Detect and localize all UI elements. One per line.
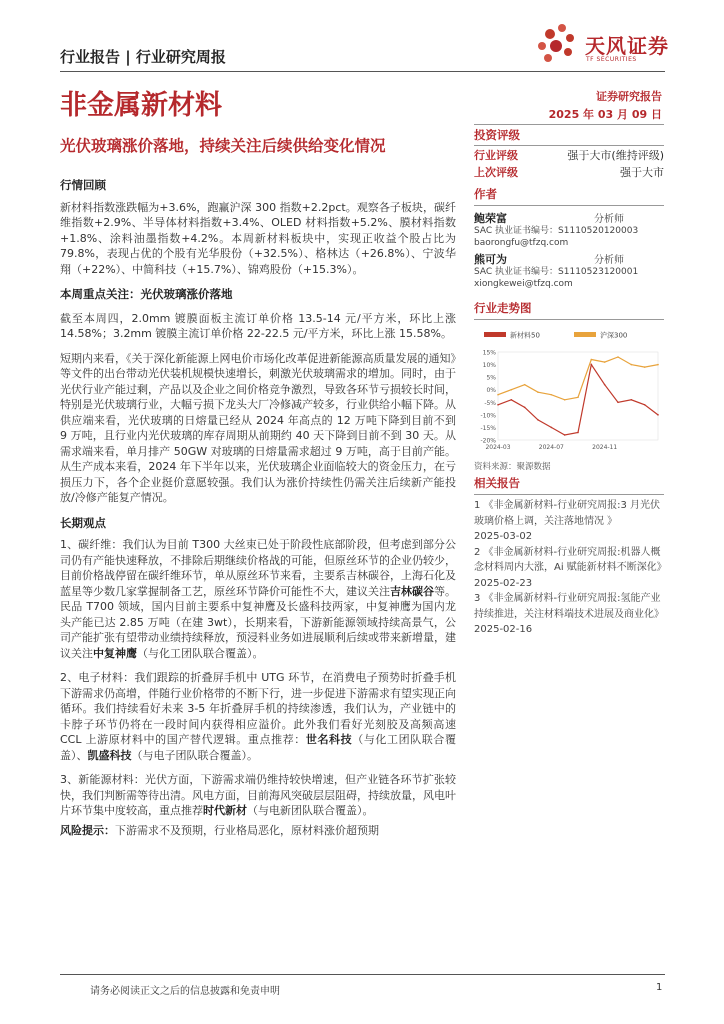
data-point <box>604 384 606 386</box>
related-date: 2025-02-23 <box>474 577 533 589</box>
related-item[interactable] <box>474 591 664 638</box>
logo-mark-icon <box>532 18 582 66</box>
data-point <box>564 399 566 401</box>
legend-swatch <box>574 332 596 337</box>
view-paragraph <box>60 670 456 763</box>
text-run: 1、碳纤维：我们认为目前 T300 大丝束已处于阶段性底部阶段，但考虑到部分公司仍有产能快速释放，不排除后期继续价格战的可能，但原丝环节的企业仍较少，目前价格战停留在碳纤维环节，单从原丝环节来看，主要系吉林碳谷，上海石化及蓝星等少数几家掌握制备工艺，原丝环节降价可能性不大，建议关注 <box>60 538 456 598</box>
series-line <box>498 365 658 435</box>
stock-highlight: 凯盛科技 <box>87 748 132 762</box>
rating-key: 行业评级 <box>474 149 518 162</box>
author-name: 鲍荣富 <box>474 212 507 225</box>
series-line <box>498 357 658 400</box>
author-name: 熊可为 <box>474 253 507 266</box>
report-type: 行业报告 | 行业研究周报 <box>60 48 226 66</box>
related-title: 相关报告 <box>474 476 520 490</box>
y-tick-label: 0% <box>486 387 496 395</box>
data-point <box>577 396 579 398</box>
view-paragraph <box>60 772 456 819</box>
report-meta <box>549 88 662 124</box>
chart-source: 资料来源：聚源数据 <box>474 462 551 472</box>
data-point <box>644 366 646 368</box>
logo-text-en: TF SECURITIES <box>586 56 637 63</box>
legend-label: 沪深300 <box>600 331 628 340</box>
rule <box>474 124 664 125</box>
y-tick-label: -20% <box>480 437 496 445</box>
data-point <box>497 404 499 406</box>
body-column <box>60 178 456 838</box>
report-date: 2025 年 03 月 09 日 <box>548 108 662 121</box>
y-tick-label: 5% <box>486 374 496 382</box>
author-row <box>474 251 624 267</box>
review-paragraph: 新材料指数涨跌幅为+3.6%，跑赢沪深 300 指数+2.2pct。观察各子板块，碳纤维指数+2.9%、半导体材料指数+3.4%、OLED 材料指数+5.2%、膜材料指数+1.8%、涂料油墨指数+4.2%。本周新材料板块中，实现正收益个股占比为 79.8%，表现占优的个股有光华股份（+32.5%）、格林达（+26.8%）、宁波华翔（+22%）、中简科技（+15.7%）、锦鸡股份（+15.3%）。 <box>60 200 456 276</box>
data-point <box>551 394 553 396</box>
data-point <box>631 364 633 366</box>
view-paragraph <box>60 537 456 661</box>
rule <box>474 319 664 320</box>
authors-title: 作者 <box>474 187 497 201</box>
y-tick-label: 10% <box>482 362 496 370</box>
x-tick-label: 2024-07 <box>538 444 564 451</box>
stock-highlight: 吉林碳谷 <box>390 584 434 598</box>
y-tick-label: -15% <box>480 424 496 432</box>
data-point <box>591 359 593 361</box>
risk-paragraph <box>60 823 456 839</box>
related-text[interactable]: 2 《非金属新材料-行业研究周报:机器人概念材料周内大涨，Ai 赋能新材料不断深化》 <box>474 546 667 573</box>
data-point <box>537 391 539 393</box>
data-point <box>644 404 646 406</box>
trend-title: 行业走势图 <box>474 301 532 315</box>
text-run: 2、电子材料：我们跟踪的折叠屏手机中 UTG 环节，在消费电子预势时折叠手机下游需求仍高增，伴随行业价格带的不断下行，进一步促进下游需求有望实现正向循环。我们持续看好未来 3-5 年折叠屏手机的持续渗透，我们认为，产业链中的卡脖子环节仍将在一段时间内获得相应溢价。此外我们看好光刻胶及高频高速 CCL 上游原材料中的国产替代逻辑。重点推荐： <box>60 671 456 746</box>
authors-block <box>474 186 664 290</box>
stock-highlight: 世名科技 <box>305 733 353 746</box>
footer-divider <box>60 974 665 975</box>
stock-highlight: 中复神鹰 <box>93 646 137 660</box>
data-point <box>524 407 526 409</box>
data-point <box>497 394 499 396</box>
legend-label: 新材料50 <box>510 331 540 340</box>
rating-value: 强于大市(维持评级) <box>567 149 664 162</box>
author-role: 分析师 <box>594 214 624 225</box>
related-text[interactable]: 1 《非金属新材料-行业研究周报:3 月光伏玻璃价格上调，关注落地情况 》 <box>474 500 661 527</box>
rating-block <box>474 124 664 181</box>
author-email[interactable]: xiongkewei@tfzq.com <box>474 278 573 289</box>
header-divider <box>60 71 665 72</box>
rating-row <box>474 147 664 164</box>
text-run: 3、新能源材料：光伏方面，下游需求端仍维持较快增速，但产业链各环节扩张较快，我们判断需等待出清。风电方面，目前海风突破层层阻碍，持续放量，风电叶片环节集中度较高，重点推荐 <box>60 773 456 817</box>
logo-text: 天风证券 <box>585 34 669 58</box>
data-point <box>604 361 606 363</box>
data-point <box>511 399 513 401</box>
data-point <box>657 364 659 366</box>
trend-chart <box>474 324 664 454</box>
data-point <box>551 427 553 429</box>
author-email[interactable]: baorongfu@tfzq.com <box>474 237 569 248</box>
author-cert: SAC 执业证书编号：S1110523120001 <box>474 267 639 277</box>
legend-swatch <box>484 332 506 337</box>
text-run: （与化工团队联合覆盖）。 <box>137 646 264 660</box>
rule <box>474 494 664 495</box>
stock-highlight: 时代新材 <box>203 804 247 817</box>
trend-block <box>474 300 664 472</box>
focus-paragraph: 截至本周四，2.0mm 镀膜面板主流订单价格 13.5-14 元/平方米，环比上涨14.58%；3.2mm 镀膜主流订单价格 22-22.5 元/平方米，环比上涨 15.58%。 <box>60 311 456 340</box>
related-date: 2025-02-16 <box>474 624 533 635</box>
author-row <box>474 210 624 226</box>
data-point <box>511 389 513 391</box>
data-point <box>564 434 566 436</box>
report-label: 证券研究报告 <box>596 90 662 103</box>
data-point <box>617 401 619 403</box>
section-heading: 长期观点 <box>60 515 106 530</box>
x-tick-label: 2024-11 <box>592 444 618 451</box>
related-date: 2025-03-02 <box>474 531 533 542</box>
rating-title: 投资评级 <box>474 128 520 142</box>
rating-key: 上次评级 <box>474 166 518 179</box>
report-subtitle: 光伏玻璃涨价落地，持续关注后续供给变化情况 <box>60 137 386 155</box>
related-item[interactable] <box>474 498 664 545</box>
footer-disclaimer[interactable]: 请务必阅读正文之后的信息披露和免责申明 <box>90 986 280 997</box>
y-tick-label: 15% <box>482 349 496 357</box>
rating-value: 强于大市 <box>620 166 664 179</box>
data-point <box>631 399 633 401</box>
y-tick-label: -5% <box>484 399 496 407</box>
data-point <box>537 419 539 421</box>
related-block <box>474 475 667 638</box>
page-number: 1 <box>656 982 663 993</box>
data-point <box>657 414 659 416</box>
sector-title: 非金属新材料 <box>60 90 222 121</box>
text-run: 等。民品 T700 领域，国内目前主要系中复神鹰及长盛科技两家，中复神鹰为国内龙头产能已达 2.85 万吨（在建 3wt），长期来看，下游新能源领域持续高景气，公司产能扩张有望带动业绩持续释放，预浸料业务如进展顺利后续或带来新增量，建议关注 <box>60 584 456 660</box>
rule <box>474 145 664 146</box>
related-text[interactable]: 3 《非金属新材料-行业研究周报:氢能产业持续推进，关注材料端技术进展及商业化》 <box>474 593 664 620</box>
section-heading: 行情回顾 <box>60 178 106 192</box>
rule <box>474 205 664 206</box>
text-run: （与化工团队联合覆盖）、 <box>60 733 456 762</box>
x-tick-label: 2024-03 <box>485 444 511 451</box>
risk-label: 风险提示： <box>60 823 115 837</box>
related-item[interactable] <box>474 545 667 592</box>
author-role: 分析师 <box>594 255 624 266</box>
y-tick-label: -10% <box>480 412 496 420</box>
data-point <box>591 364 593 366</box>
data-point <box>524 384 526 386</box>
rating-row <box>474 164 664 181</box>
text-run: （与电子团队联合覆盖）。 <box>131 748 258 762</box>
section-heading: 本周重点关注：光伏玻璃涨价落地 <box>60 287 233 301</box>
author-cert: SAC 执业证书编号：S1110520120003 <box>474 226 639 236</box>
risk-text: 下游需求不及预期，行业格局恶化，原材料涨价超预期 <box>115 823 379 837</box>
text-run: （与电新团队联合覆盖）。 <box>247 804 374 817</box>
focus-paragraph: 短期内来看，《关于深化新能源上网电价市场化改革促进新能源高质量发展的通知》等文件的出台带动光伏装机规模快速增长，刺激光伏玻璃需求的增加。同时，由于光伏行业产能过剩，产品以及企业之间价格竞争激烈，导致各环节亏损较长时间，特别是光伏玻璃行业，大幅亏损下龙头大厂冷修减产较多，行业供给小幅下降。从供应端来看，光伏玻璃的日熔量已经从 2024 年高点的 12 万吨下降到目前不到 9 万吨，且行业内光伏玻璃的库存周期从前期约 40 天下降到目前不到 30 天。从需求端来看，单月排产 50GW 对玻璃的日熔量需求超过 9 万吨，高于目前产能。从生产成本来看，2024 年下半年以来，光伏玻璃企业面临较大的资金压力，在亏损压力下，各个企业挺价意愿较强。我们认为涨价持续性仍需关注后续新产能投放/冷修产能复产情况。 <box>60 351 456 504</box>
data-point <box>577 432 579 434</box>
data-point <box>617 356 619 358</box>
